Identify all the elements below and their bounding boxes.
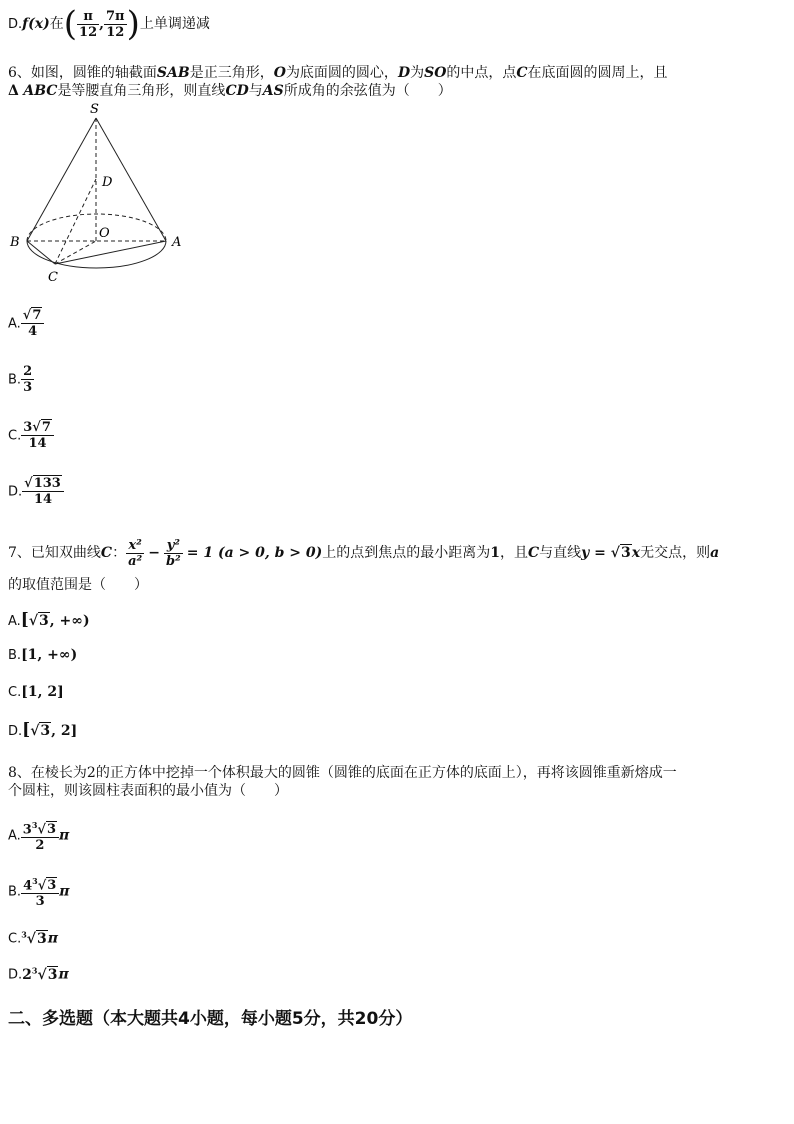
- q7-option-c[interactable]: C.[1, 2]: [8, 684, 64, 700]
- fraction: $\frac{4^3√3}{3}$: [21, 874, 59, 909]
- comma: ,: [99, 16, 105, 32]
- segment-CB: [27, 241, 55, 264]
- q7-line1: 7、已知双曲线C： $\frac{\text{x²}}{\text{a²}}$ − $\frac{\text{y²}}{\text{b²}}$ = 1 (a > 0, b > 0)上的点到焦点的最小距离为1，且C与直线y = √3x无交点，则a: [8, 537, 720, 569]
- q8-line2: 个圆柱，则该圆柱表面积的最小值为（ ）: [8, 783, 288, 799]
- fraction: $\frac{3√7}{14}$: [21, 420, 54, 451]
- label-C: C: [48, 270, 58, 285]
- q8-option-d[interactable]: $D.2^3√3\pi$: [8, 965, 69, 983]
- sqrt: √3: [605, 545, 631, 561]
- option-label: D.: [8, 17, 23, 32]
- segment-CA: [55, 241, 166, 264]
- text: 在: [49, 16, 64, 32]
- q7-line2: 的取值范围是（ ）: [8, 577, 148, 593]
- q7-option-b[interactable]: B.[1, +∞): [8, 647, 78, 663]
- q7-option-d[interactable]: D.[√3, 2]: [8, 720, 78, 740]
- q6-option-c[interactable]: C. $\frac{3√7}{14}$: [8, 420, 54, 451]
- math-fx: f(x): [22, 16, 50, 32]
- paren-right: ): [126, 4, 140, 44]
- label-O: O: [99, 226, 110, 241]
- prev-option-d: [8, 4, 210, 44]
- q6-line2: Δ ABC是等腰直角三角形，则直线CD与AS所成角的余弦值为（ ）: [8, 83, 452, 99]
- q8-line1: 8、在棱长为2的正方体中挖掉一个体积最大的圆锥（圆锥的底面在正方体的底面上），再将该圆锥重新熔成一: [8, 765, 677, 781]
- fraction: $\frac{\pi}{12}$: [79, 8, 98, 40]
- q6-option-d[interactable]: D. $\frac{√133}{14}$: [8, 476, 64, 507]
- fraction: $\frac{7\pi}{12}$: [106, 8, 125, 40]
- segment-CO: [55, 241, 96, 264]
- fraction: $\frac{3^3√3}{2}$: [21, 818, 59, 853]
- q7-option-a[interactable]: A.[√3, +∞): [8, 610, 90, 630]
- paren-left: (: [63, 4, 78, 44]
- fraction: $\frac{√133}{14}$: [22, 476, 64, 507]
- q6-option-b[interactable]: B. $\frac{2}{3}$: [8, 364, 33, 395]
- sqrt: √3: [30, 723, 51, 739]
- fraction: $\frac{√7}{4}$: [21, 308, 45, 339]
- q8-option-a[interactable]: A. $\frac{3^3√3}{2}$ π: [8, 820, 70, 854]
- label-A: A: [172, 235, 182, 250]
- sqrt: √133: [24, 476, 61, 491]
- text: 上单调递减: [139, 16, 210, 32]
- cone-figure: [6, 100, 196, 290]
- label-D: D: [102, 175, 113, 190]
- label-B: B: [10, 235, 20, 250]
- edge-SB: [27, 118, 96, 241]
- fraction: $\frac{2}{3}$: [23, 364, 33, 395]
- sqrt: √7: [22, 308, 42, 323]
- fraction: $\frac{\text{x²}}{\text{a²}}$: [128, 537, 143, 569]
- sqrt: √7: [32, 420, 51, 435]
- q6-option-a[interactable]: A. $\frac{√7}{4}$: [8, 308, 44, 339]
- section-heading: 二、多选题（本大题共4小题，每小题5分，共20分）: [8, 1009, 413, 1029]
- segment-CD: [55, 179, 96, 264]
- label-S: S: [90, 102, 99, 117]
- q6-line1: 6、如图，圆锥的轴截面SAB是正三角形，O为底面圆的圆心，D为SO的中点，点C在底面圆的圆周上，且: [8, 65, 668, 81]
- fraction: $\frac{\text{y²}}{\text{b²}}$: [165, 537, 181, 569]
- q8-option-b[interactable]: B. $\frac{4^3√3}{3}$ π: [8, 876, 70, 910]
- q8-option-c[interactable]: C.$^3$√3π: [8, 929, 58, 947]
- sqrt: √3: [28, 613, 49, 629]
